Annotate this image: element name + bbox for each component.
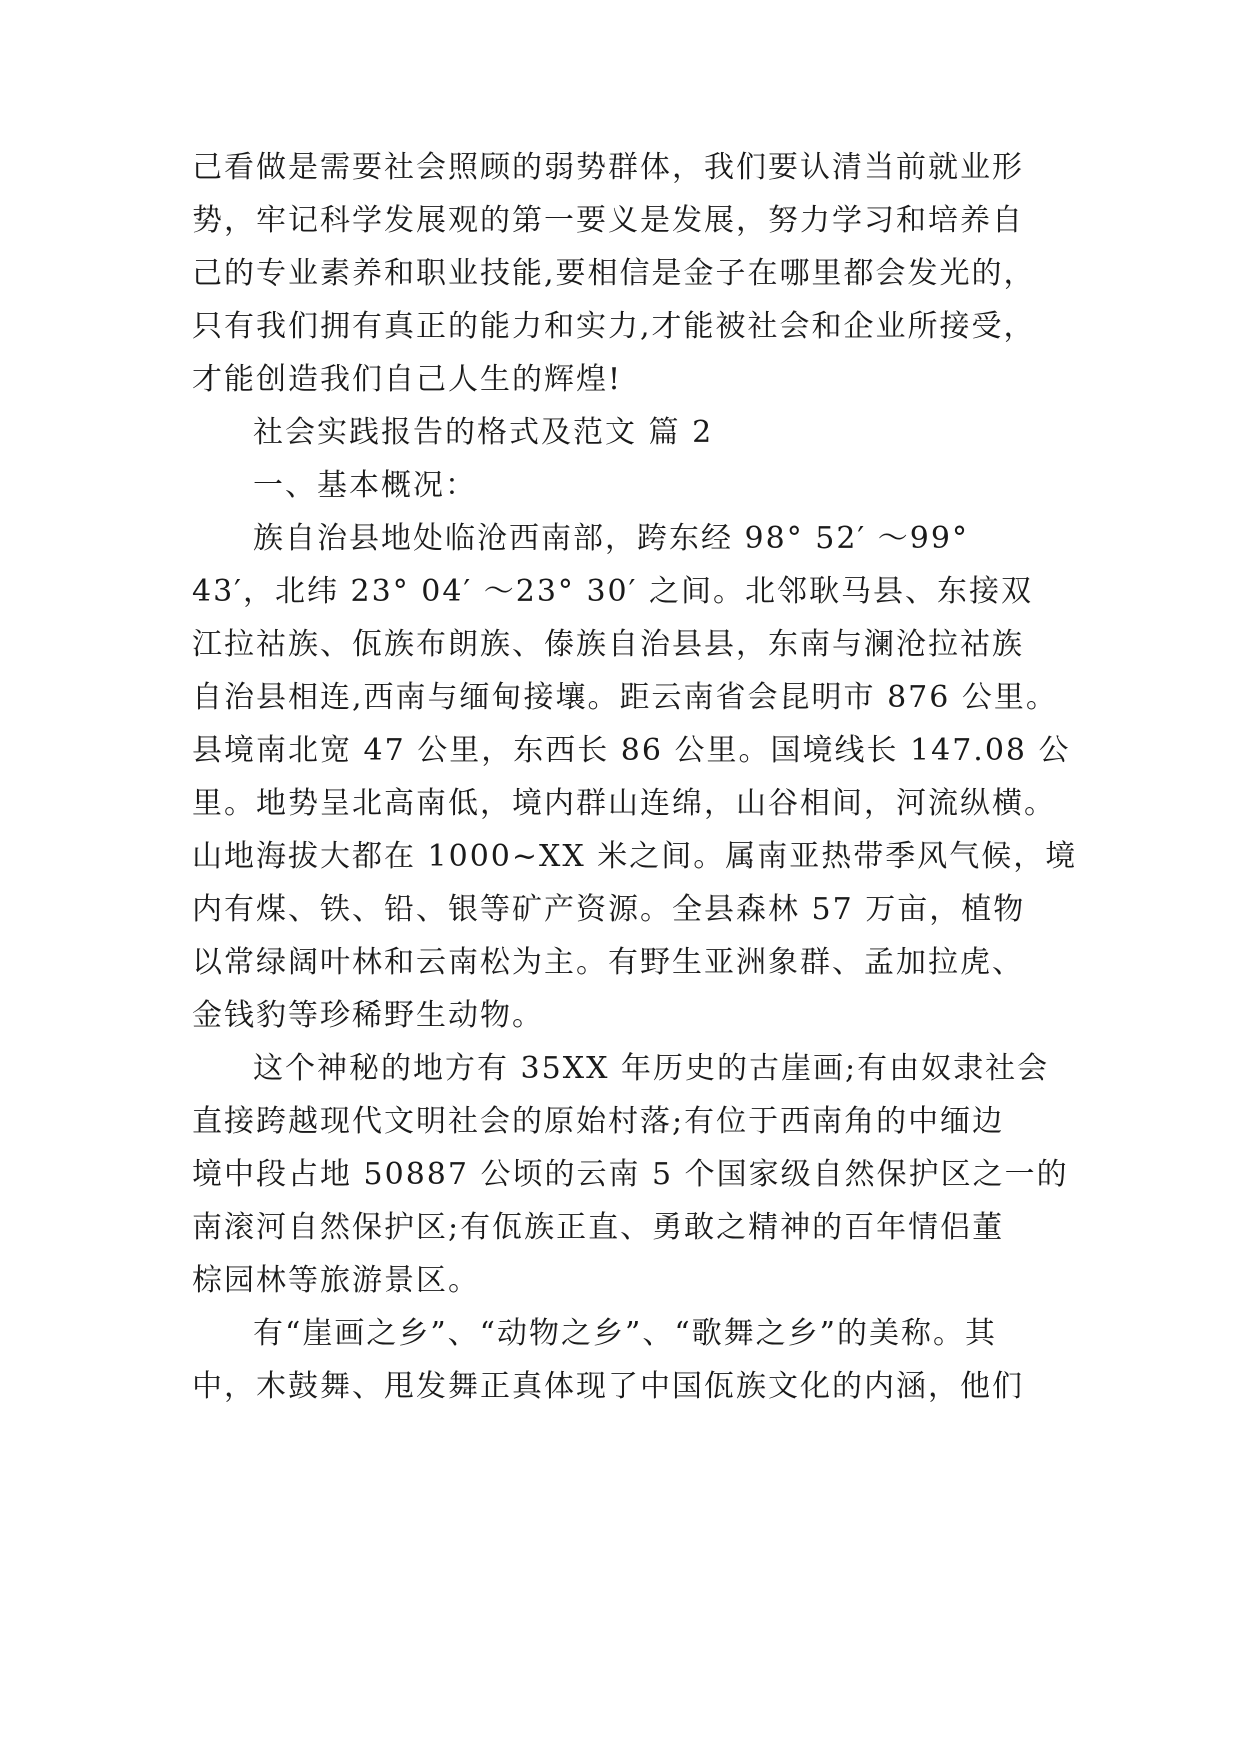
text-line: 这个神秘的地方有 35XX 年历史的古崖画;有由奴隶社会 (253, 1051, 1050, 1086)
text-line: 自治县相连,西南与缅甸接壤。距云南省会昆明市 876 公里。 (192, 680, 1058, 715)
text-line: 中，木鼓舞、甩发舞正真体现了中国佤族文化的内涵，他们 (192, 1369, 1024, 1404)
text-line: 里。地势呈北高南低，境内群山连绵，山谷相间，河流纵横。 (192, 786, 1056, 821)
text-line: 有“崖画之乡”、“动物之乡”、“歌舞之乡”的美称。其 (253, 1316, 998, 1351)
text-line: 己看做是需要社会照顾的弱势群体，我们要认清当前就业形 (192, 150, 1024, 185)
text-line: 南滚河自然保护区;有佤族正直、勇敢之精神的百年情侣董 (192, 1210, 1005, 1245)
text-line: 才能创造我们自己人生的辉煌! (192, 362, 623, 397)
text-line: 境中段占地 50887 公顷的云南 5 个国家级自然保护区之一的 (192, 1157, 1069, 1192)
text-line: 43′，北纬 23° 04′ ～23° 30′ 之间。北邻耿马县、东接双 (192, 574, 1033, 609)
text-line: 内有煤、铁、铅、银等矿产资源。全县森林 57 万亩，植物 (192, 892, 1026, 927)
text-line: 族自治县地处临沧西南部，跨东经 98° 52′ ～99° (253, 521, 969, 556)
text-line: 金钱豹等珍稀野生动物。 (192, 998, 544, 1033)
subsection-heading: 一、基本概况： (253, 468, 477, 503)
text-line: 只有我们拥有真正的能力和实力,才能被社会和企业所接受， (192, 309, 1036, 344)
text-line: 山地海拔大都在 1000~XX 米之间。属南亚热带季风气候，境 (192, 839, 1078, 874)
text-line: 棕园林等旅游景区。 (192, 1263, 480, 1298)
text-line: 直接跨越现代文明社会的原始村落;有位于西南角的中缅边 (192, 1104, 1005, 1139)
text-line: 以常绿阔叶林和云南松为主。有野生亚洲象群、孟加拉虎、 (192, 945, 1024, 980)
text-line: 江拉祜族、佤族布朗族、傣族自治县县，东南与澜沧拉祜族 (192, 627, 1024, 662)
text-line: 县境南北宽 47 公里，东西长 86 公里。国境线长 147.08 公 (192, 733, 1071, 768)
section-heading: 社会实践报告的格式及范文 篇 2 (253, 415, 714, 450)
text-line: 势，牢记科学发展观的第一要义是发展，努力学习和培养自 (192, 203, 1024, 238)
text-line: 己的专业素养和职业技能,要相信是金子在哪里都会发光的， (192, 256, 1036, 291)
